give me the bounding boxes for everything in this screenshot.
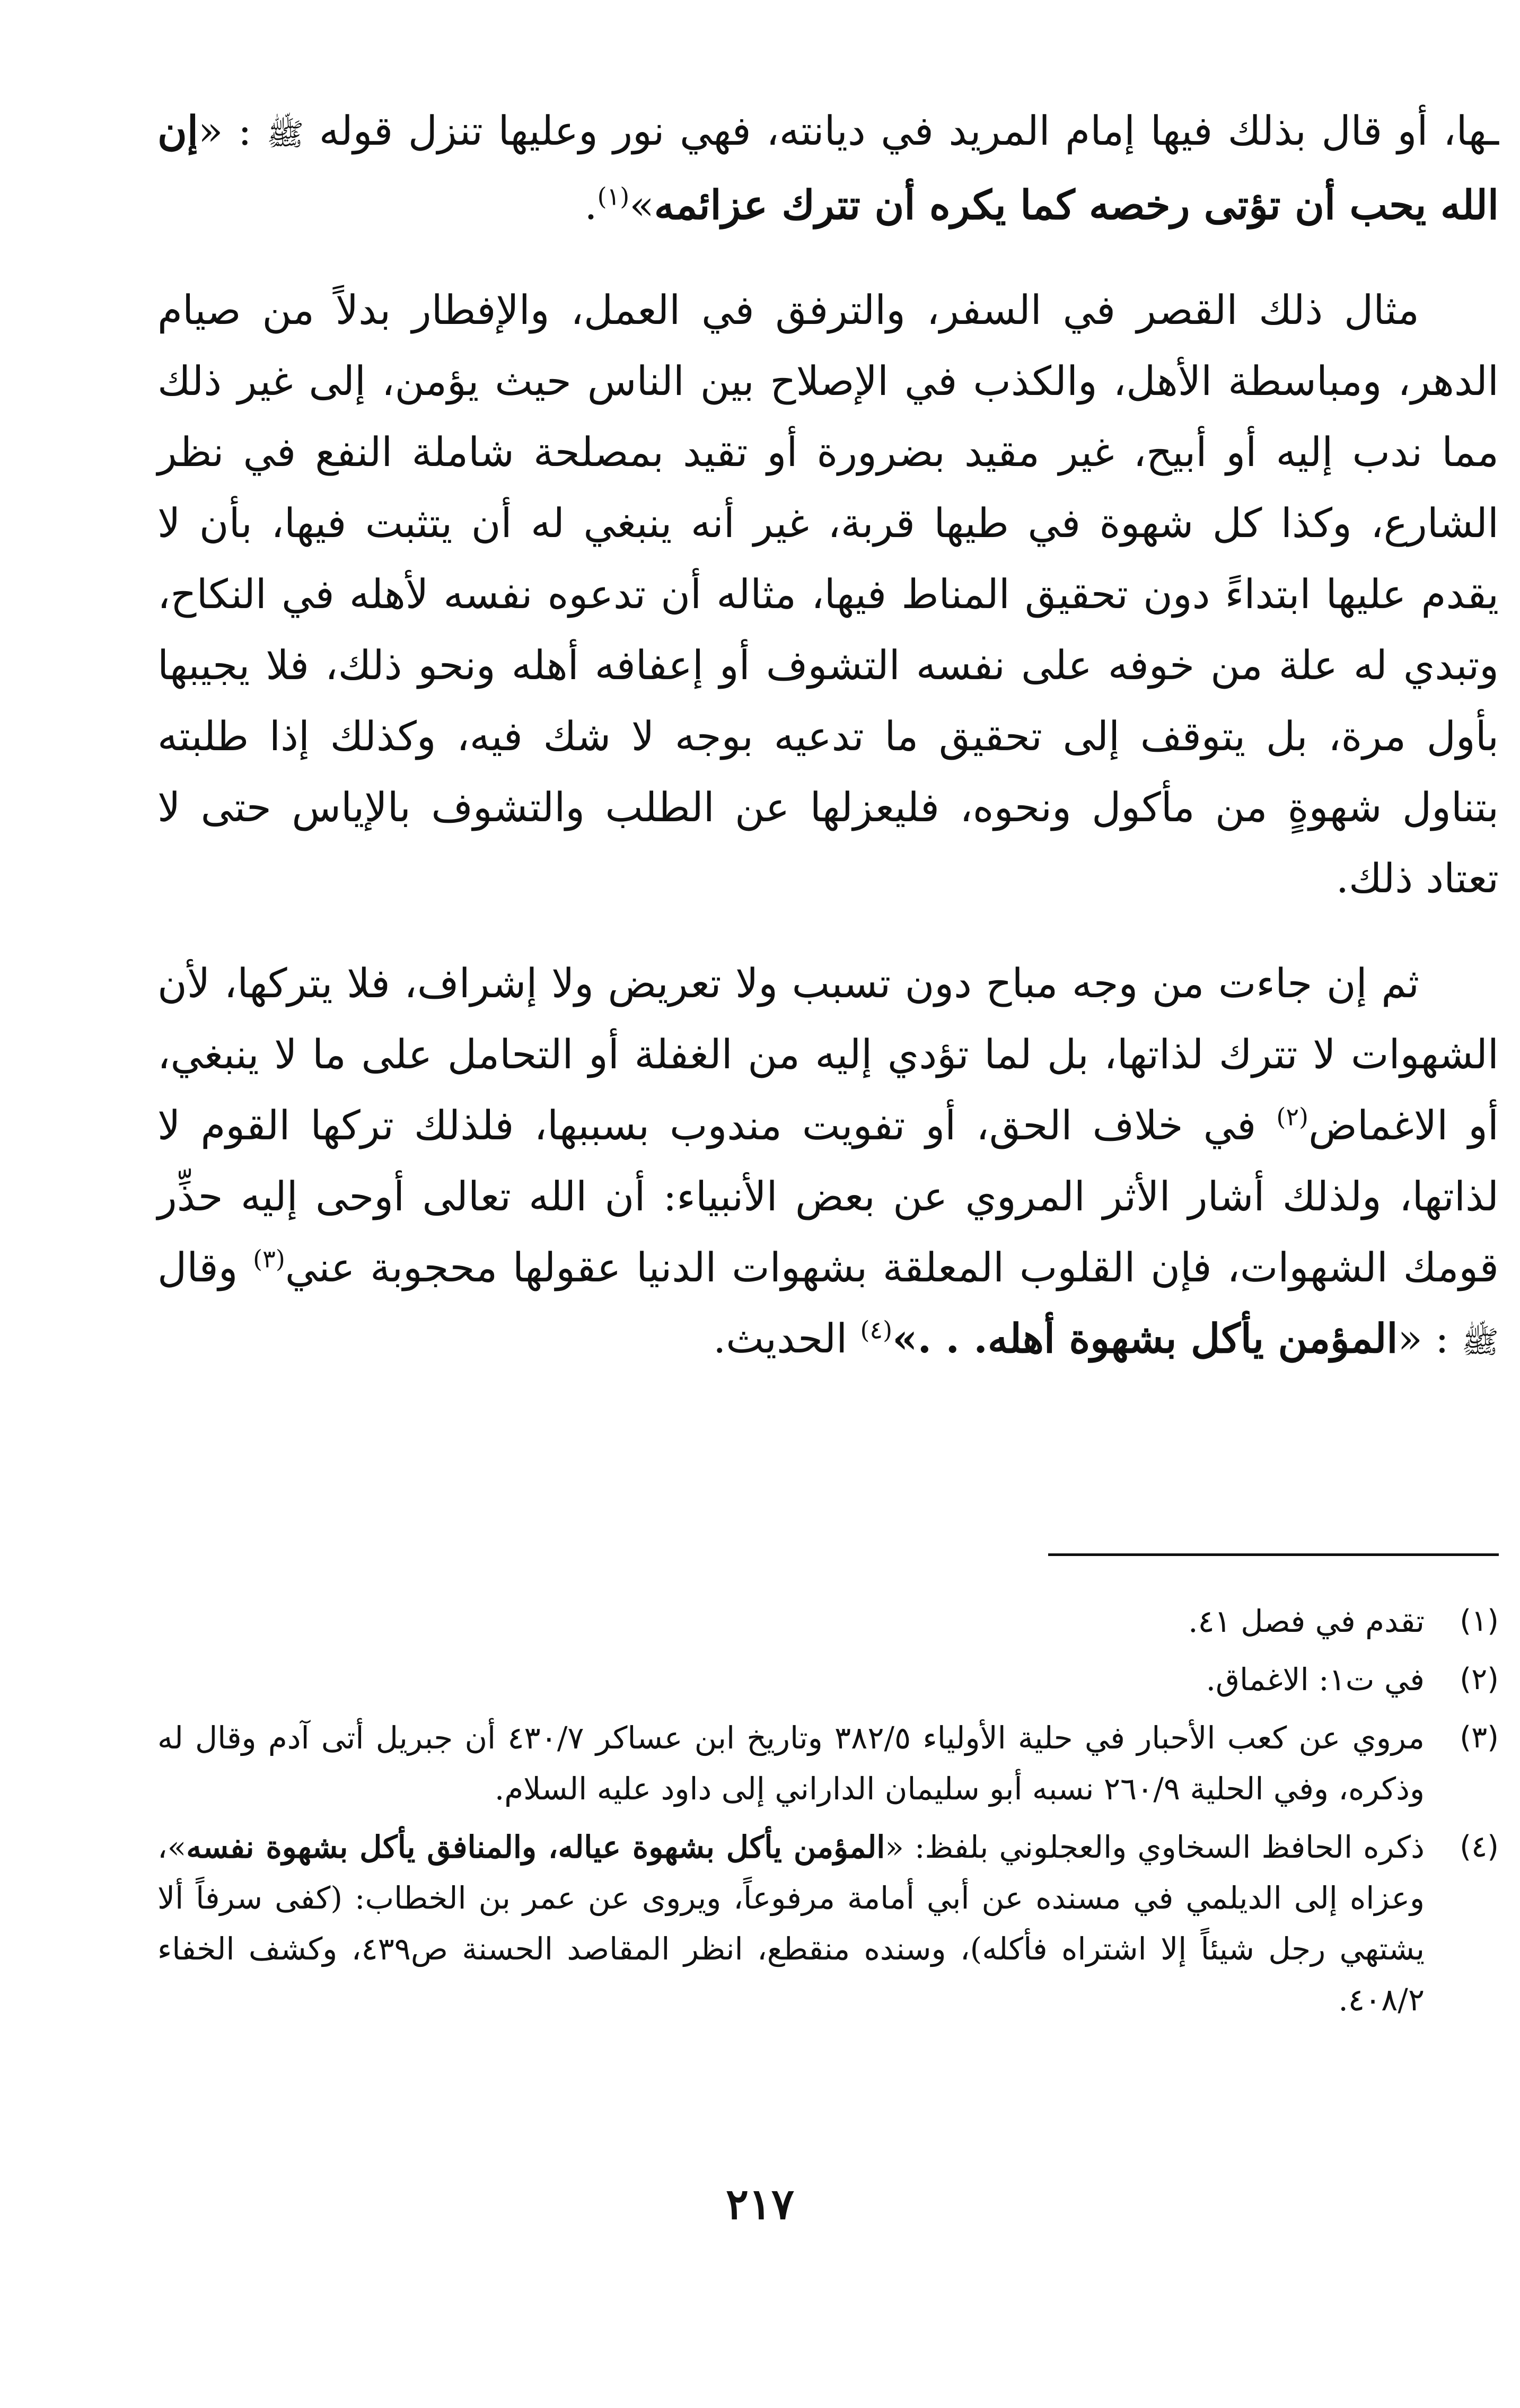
paragraph-3 xyxy=(157,948,1499,1377)
quote-open: : « xyxy=(198,107,267,154)
footnote-number: (٤) xyxy=(1460,1830,1499,1864)
page-number: ٢١٧ xyxy=(726,2179,794,2229)
footnote-text: مروي عن كعب الأحبار في حلية الأولياء ٣٨٢/٥ وتاريخ ابن عساكر ٤٣٠/٧ أن جبريل أتى آدم وقال له وذكره، وفي الحلية ٢٦٠/٩ نسبه أبو سليمان الداراني إلى داود عليه السلام. xyxy=(157,1720,1425,1807)
footnote-number: (٣) xyxy=(1460,1720,1499,1755)
footnote-ref-1[interactable]: (١) xyxy=(597,182,630,211)
paragraph-1 xyxy=(157,95,1499,241)
paragraph-3-part-a: ثم إن جاءت من وجه مباح دون تسبب ولا تعريض ولا إشراف، فلا يتركها، لأن الشهوات لا تترك لذاتها، بل لما تؤدي إليه من الغفلة أو التحامل على ما لا ينبغي، أو الاغماض xyxy=(157,960,1499,1149)
footnote-4-lead: ذكره الحافظ السخاوي والعجلوني بلفظ: « xyxy=(885,1829,1425,1865)
quote-open: : « xyxy=(1398,1315,1462,1362)
footnote-1 xyxy=(157,1596,1499,1647)
salla-ligature-icon: ﷺ xyxy=(1461,1324,1499,1360)
footnote-3 xyxy=(157,1712,1499,1814)
hadith-quote-1: إن الله يحب أن تؤتى رخصه كما يكره أن تترك عزائمه xyxy=(157,107,1499,229)
paragraph-1-lead: قوله xyxy=(304,107,393,154)
hadith-quote-2: المؤمن يأكل بشهوة أهله xyxy=(987,1315,1398,1362)
paragraph-3-part-f: الحديث. xyxy=(713,1315,860,1362)
footnote-text: تقدم في فصل ٤١. xyxy=(1188,1603,1425,1639)
footnote-text xyxy=(157,1822,1425,2025)
paragraph-2: مثال ذلك القصر في السفر، والترفق في العمل، والإفطار بدلاً من صيام الدهر، ومباسطة الأهل، والكذب في الإصلاح بين الناس حيث يؤمن، إلى غير ذلك مما ندب إليه أو أبيح، غير مقيد بضرورة أو تقيد بمصلحة شاملة النفع في نظر الشارع، وكذا كل شهوة في طيها قربة، غير أنه ينبغي له أن يتثبت فيها، بأن لا يقدم عليها ابتداءً دون تحقيق المناط فيها، مثاله أن تدعوه نفسه لأهله في النكاح، وتبدي له علة من خوفه على نفسه التشوف أو إعفافه أهله ونحو ذلك، فلا يجيبها بأول مرة، بل يتوقف إلى تحقيق ما تدعيه بوجه لا شك فيه، وكذلك إذا طلبته بتناول شهوةٍ من مأكول ونحوه، فليعزلها عن الطلب والتشوف بالإياس حتى لا تعتاد ذلك. xyxy=(157,286,1499,902)
footnote-2 xyxy=(157,1654,1499,1705)
footnote-text: في ت١: الاغماق. xyxy=(1206,1662,1425,1698)
footnote-4-rest: »، وعزاه إلى الديلمي في مسنده عن أبي أمامة مرفوعاً، ويروى عن عمر بن الخطاب: (كفى سرفاً ألا يشتهي رجل شيئاً إلا اشتراه فأكله)، وسنده منقطع، انظر المقاصد الحسنة ص٤٣٩، وكشف الخفاء ٤٠٨/٢. xyxy=(157,1829,1425,2018)
salla-ligature-icon: ﷺ xyxy=(267,116,304,152)
footnote-ref-4[interactable]: (٤) xyxy=(860,1315,893,1344)
paragraph-3-part-b: في خلاف الحق، أو تفويت مندوب بسببها، فلذلك تركها القوم لا لذاتها، ولذلك أشار الأثر المروي عن بعض الأنبياء: أن الله تعالى أوحى إليه حذِّر قومك الشهوات، فإن القلوب المعلقة بشهوات الدنيا عقولها محجوبة عني xyxy=(157,1102,1499,1291)
footnote-number: (١) xyxy=(1460,1604,1499,1638)
footnote-ref-3[interactable]: (٣) xyxy=(253,1244,285,1273)
footnote-ref-2[interactable]: (٢) xyxy=(1276,1102,1308,1131)
main-text xyxy=(157,95,1499,1377)
footnote-number: (٢) xyxy=(1460,1662,1499,1697)
period: . xyxy=(584,181,598,229)
footnote-4 xyxy=(157,1822,1499,2025)
footnote-4-hadith: المؤمن يأكل بشهوة عياله، والمنافق يأكل بشهوة نفسه xyxy=(186,1829,885,1865)
footnotes-section xyxy=(157,1596,1499,2033)
ellipsis-quote-close: . . .» xyxy=(892,1315,988,1362)
paragraph-3-part-c: وقال xyxy=(157,1244,253,1291)
paragraph-1-line-1: ـها، أو قال بذلك فيها إمام المريد في ديانته، فهي نور وعليها تنزل xyxy=(408,107,1499,154)
footnote-separator xyxy=(1048,1553,1499,1556)
quote-close: » xyxy=(629,181,654,229)
